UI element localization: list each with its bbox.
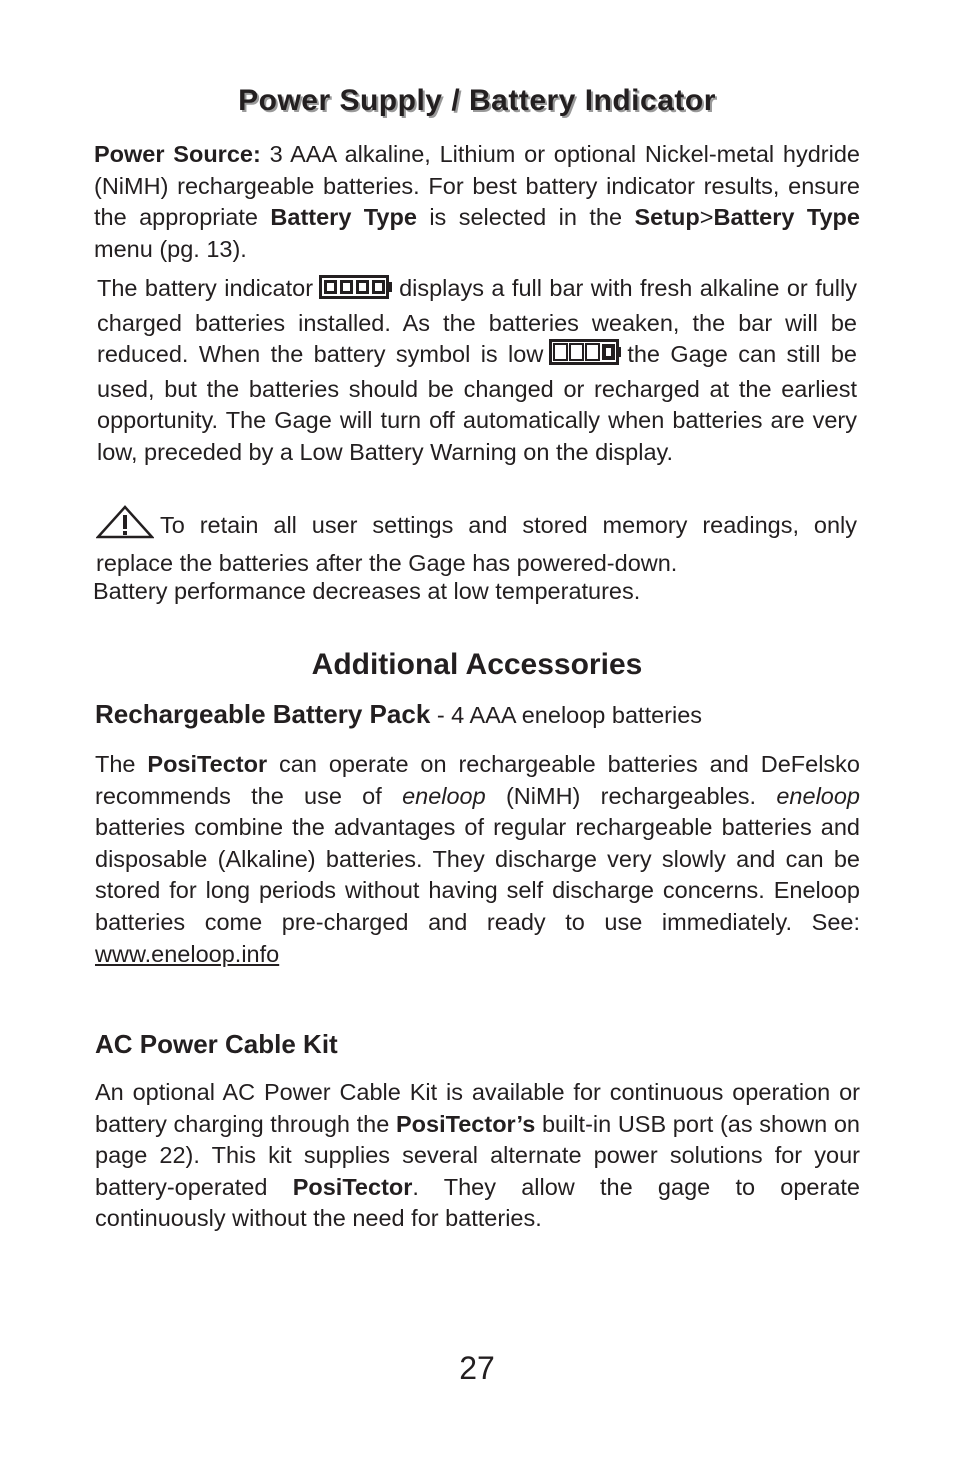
battery-pack-paragraph: The PosiTector can operate on rechargeable batteries and DeFelsko recommends the use of eneloop (NiMH) rechargeables. eneloop batteries combine the advantages of regular rechargeable batteries and disposable (Alkaline) batteries. They discharge very slowly and can be stored for long periods without having self discharge concerns. Eneloop batteries come pre-charged and ready to use immediately. See: www.eneloop.info xyxy=(95,751,860,967)
page-number: 27 xyxy=(459,1350,495,1386)
power-source-label: Power Source: xyxy=(94,141,261,167)
ac-cable-heading: AC Power Cable Kit xyxy=(95,1029,338,1059)
temperature-note: Battery performance decreases at low temperatures. xyxy=(93,578,641,604)
battery-low-icon xyxy=(549,339,621,374)
accessories-title: Additional Accessories xyxy=(311,648,643,681)
page-title: Power Supply / Battery Indicator xyxy=(238,84,716,117)
battery-full-icon xyxy=(319,275,393,308)
warning-triangle-icon xyxy=(96,505,154,548)
eneloop-link[interactable]: www.eneloop.info xyxy=(95,940,280,967)
warning-paragraph: To retain all user settings and stored memory readings, only replace the batteries after the Gage has powered-down. xyxy=(96,505,857,579)
power-source-paragraph: Power Source: 3 AAA alkaline, Lithium or optional Nickel-metal hydride (NiMH) rechargeable batteries. For best battery indicator results, ensure the appropriate Battery Type is selected in the Setup>Battery Type menu (pg. 13). xyxy=(94,141,860,262)
battery-indicator-paragraph: The battery indicator displays a full bar with fresh alkaline or fully charged batteries installed. As the batteries weaken, the bar will be reduced. When the battery symbol is low the Gage can still be used, but the batteries should be changed or recharged at the earliest opportunity. The Gage will turn off automatically when batteries are very low, preceded by a Low Battery Warning on the display. xyxy=(97,275,857,465)
battery-pack-desc: - 4 AAA eneloop batteries xyxy=(430,702,703,728)
ac-cable-paragraph: An optional AC Power Cable Kit is available for continuous operation or battery charging through the PosiTector’s built-in USB port (as shown on page 22). This kit supplies several alternate power solutions for your battery-operated PosiTector. They allow the gage to operate continuously without the need for batteries. xyxy=(95,1079,860,1232)
battery-pack-heading: Rechargeable Battery Pack - 4 AAA eneloop batteries xyxy=(95,699,703,729)
